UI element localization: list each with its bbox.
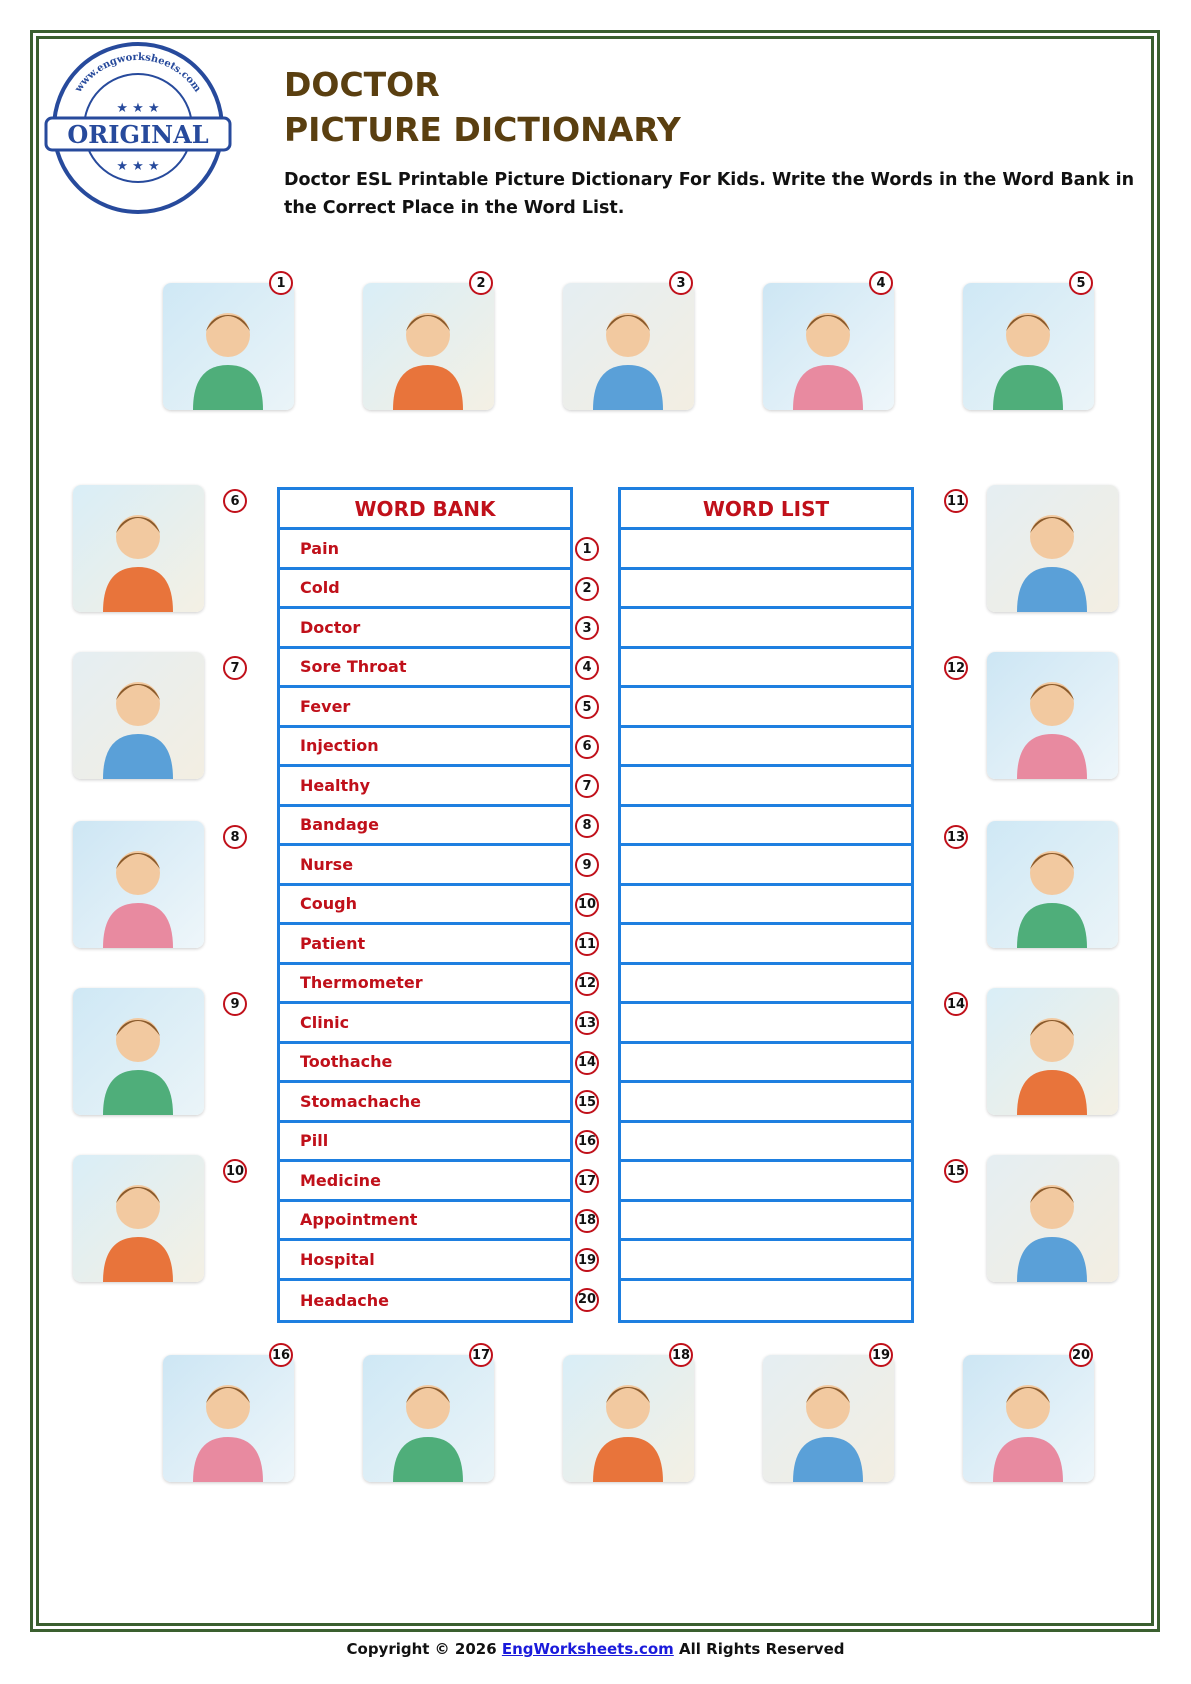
word-list-title: WORD LIST [621,490,911,530]
picture-number-badge: 14 [944,992,968,1016]
picture-girl-chest-pain-icon [73,652,204,779]
word-list-answer-field[interactable] [621,767,911,807]
row-number-badge: 19 [575,1248,599,1272]
row-number-badge: 3 [575,616,599,640]
picture-number-badge: 19 [869,1343,893,1367]
picture-number-badge: 2 [469,271,493,295]
picture-number-badge: 6 [223,489,247,513]
word-list-answer-field[interactable] [621,649,911,689]
row-number-badge: 4 [575,656,599,680]
row-number-badge: 20 [575,1288,599,1312]
picture-girl-fever-icon [563,1355,694,1482]
row-number-badge: 1 [575,537,599,561]
footer [0,1640,1191,1658]
picture-number-badge: 12 [944,656,968,680]
word-bank-item: Medicine [280,1162,570,1202]
word-bank-item: Healthy [280,767,570,807]
svg-text:★ ★ ★: ★ ★ ★ [116,159,160,174]
picture-number-badge: 4 [869,271,893,295]
word-bank-item: Pill [280,1123,570,1163]
row-number-badge: 10 [575,893,599,917]
word-bank-title: WORD BANK [280,490,570,530]
svg-text:ORIGINAL: ORIGINAL [67,120,209,149]
picture-bandage-icon [763,1355,894,1482]
row-number-badge: 2 [575,577,599,601]
word-bank-item: Patient [280,925,570,965]
row-number-badge: 8 [575,814,599,838]
picture-patient-with-doctor-icon [163,1355,294,1482]
picture-number-badge: 7 [223,656,247,680]
row-number-badge: 14 [575,1051,599,1075]
word-bank-item: Thermometer [280,965,570,1005]
picture-boy-cold-sneeze-icon [987,1155,1118,1282]
svg-text:★ ★ ★: ★ ★ ★ [116,101,160,116]
site-link[interactable]: EngWorksheets.com [501,1640,674,1658]
picture-number-badge: 11 [944,489,968,513]
word-bank-item: Hospital [280,1241,570,1281]
word-list-answer-field[interactable] [621,728,911,768]
picture-number-badge: 3 [669,271,693,295]
word-list-answer-field[interactable] [621,1123,911,1163]
word-list-answer-field[interactable] [621,1202,911,1242]
word-bank-table [277,487,573,1323]
row-number-badge: 15 [575,1090,599,1114]
picture-doctor-icon [363,1355,494,1482]
picture-boy-coughing-icon [987,652,1118,779]
row-number-badge: 5 [575,695,599,719]
row-number-badge: 6 [575,735,599,759]
word-bank-item: Cough [280,886,570,926]
picture-number-badge: 8 [223,825,247,849]
picture-number-badge: 17 [469,1343,493,1367]
word-list-answer-field[interactable] [621,965,911,1005]
row-number-badge: 18 [575,1209,599,1233]
picture-number-badge: 20 [1069,1343,1093,1367]
row-number-badge: 16 [575,1130,599,1154]
word-bank-item: Sore Throat [280,649,570,689]
row-number-badge: 12 [575,972,599,996]
picture-number-badge: 9 [223,992,247,1016]
picture-clinic-building-icon [987,988,1118,1115]
picture-number-badge: 18 [669,1343,693,1367]
picture-thermometer-icon [73,1155,204,1282]
word-bank-item: Nurse [280,846,570,886]
word-list-answer-field[interactable] [621,846,911,886]
word-bank-item: Doctor [280,609,570,649]
word-list-answer-field[interactable] [621,1162,911,1202]
word-list-answer-field[interactable] [621,1083,911,1123]
word-bank-item: Fever [280,688,570,728]
picture-nurse-icon [963,283,1094,410]
word-bank-item: Headache [300,1290,390,1310]
picture-number-badge: 1 [269,271,293,295]
row-number-badge: 11 [575,932,599,956]
row-number-badge: 17 [575,1169,599,1193]
picture-number-badge: 16 [269,1343,293,1367]
word-bank-item: Stomachache [280,1083,570,1123]
picture-syringe-injection-icon [987,485,1118,612]
word-list-answer-field[interactable] [621,886,911,926]
word-bank-item: Appointment [280,1202,570,1242]
row-number-badge: 9 [575,853,599,877]
original-stamp-logo [40,40,236,216]
page-title-line1: DOCTOR [284,65,440,104]
picture-boy-shoulder-pain-icon [163,283,294,410]
copyright-text: Copyright © 2026 [346,1640,502,1658]
word-list-answer-field[interactable] [621,570,911,610]
word-list-answer-field[interactable] [621,925,911,965]
word-list-table [618,487,914,1323]
word-list-answer-field[interactable] [621,530,911,570]
picture-boy-toothache-icon [987,821,1118,948]
word-list-answer-field[interactable] [621,807,911,847]
svg-text:www.engworksheets.com: www.engworksheets.com [73,51,203,95]
page-title-line2: PICTURE DICTIONARY [284,110,681,149]
picture-number-badge: 15 [944,1159,968,1183]
word-bank-item: Bandage [280,807,570,847]
picture-pills-icon [73,988,204,1115]
word-bank-item: Injection [280,728,570,768]
word-bank-item: Pain [280,530,570,570]
picture-calendar-appointment-icon [563,283,694,410]
word-bank-item: Toothache [280,1044,570,1084]
picture-hospital-building-icon [73,485,204,612]
picture-number-badge: 5 [1069,271,1093,295]
row-number-badge: 13 [575,1011,599,1035]
picture-boy-pain-icon [763,283,894,410]
picture-number-badge: 13 [944,825,968,849]
picture-healthy-girl-icon [963,1355,1094,1482]
word-bank-item: Cold [280,570,570,610]
picture-boy-headache-icon [73,821,204,948]
word-list-answer-field[interactable] [621,1241,911,1281]
word-bank-item: Clinic [280,1004,570,1044]
instructions: Doctor ESL Printable Picture Dictionary For Kids. Write the Words in the Word Bank in the Correct Place in the Word List. [284,170,1135,218]
word-list-answer-field[interactable] [621,1044,911,1084]
word-list-answer-field[interactable] [621,688,911,728]
rights-text: All Rights Reserved [673,1640,845,1658]
row-number-badge: 7 [575,774,599,798]
picture-number-badge: 10 [223,1159,247,1183]
word-list-answer-field[interactable] [621,1004,911,1044]
word-list-answer-field[interactable] [621,1281,911,1321]
picture-medicine-bottles-pills-icon [363,283,494,410]
word-list-answer-field[interactable] [621,609,911,649]
